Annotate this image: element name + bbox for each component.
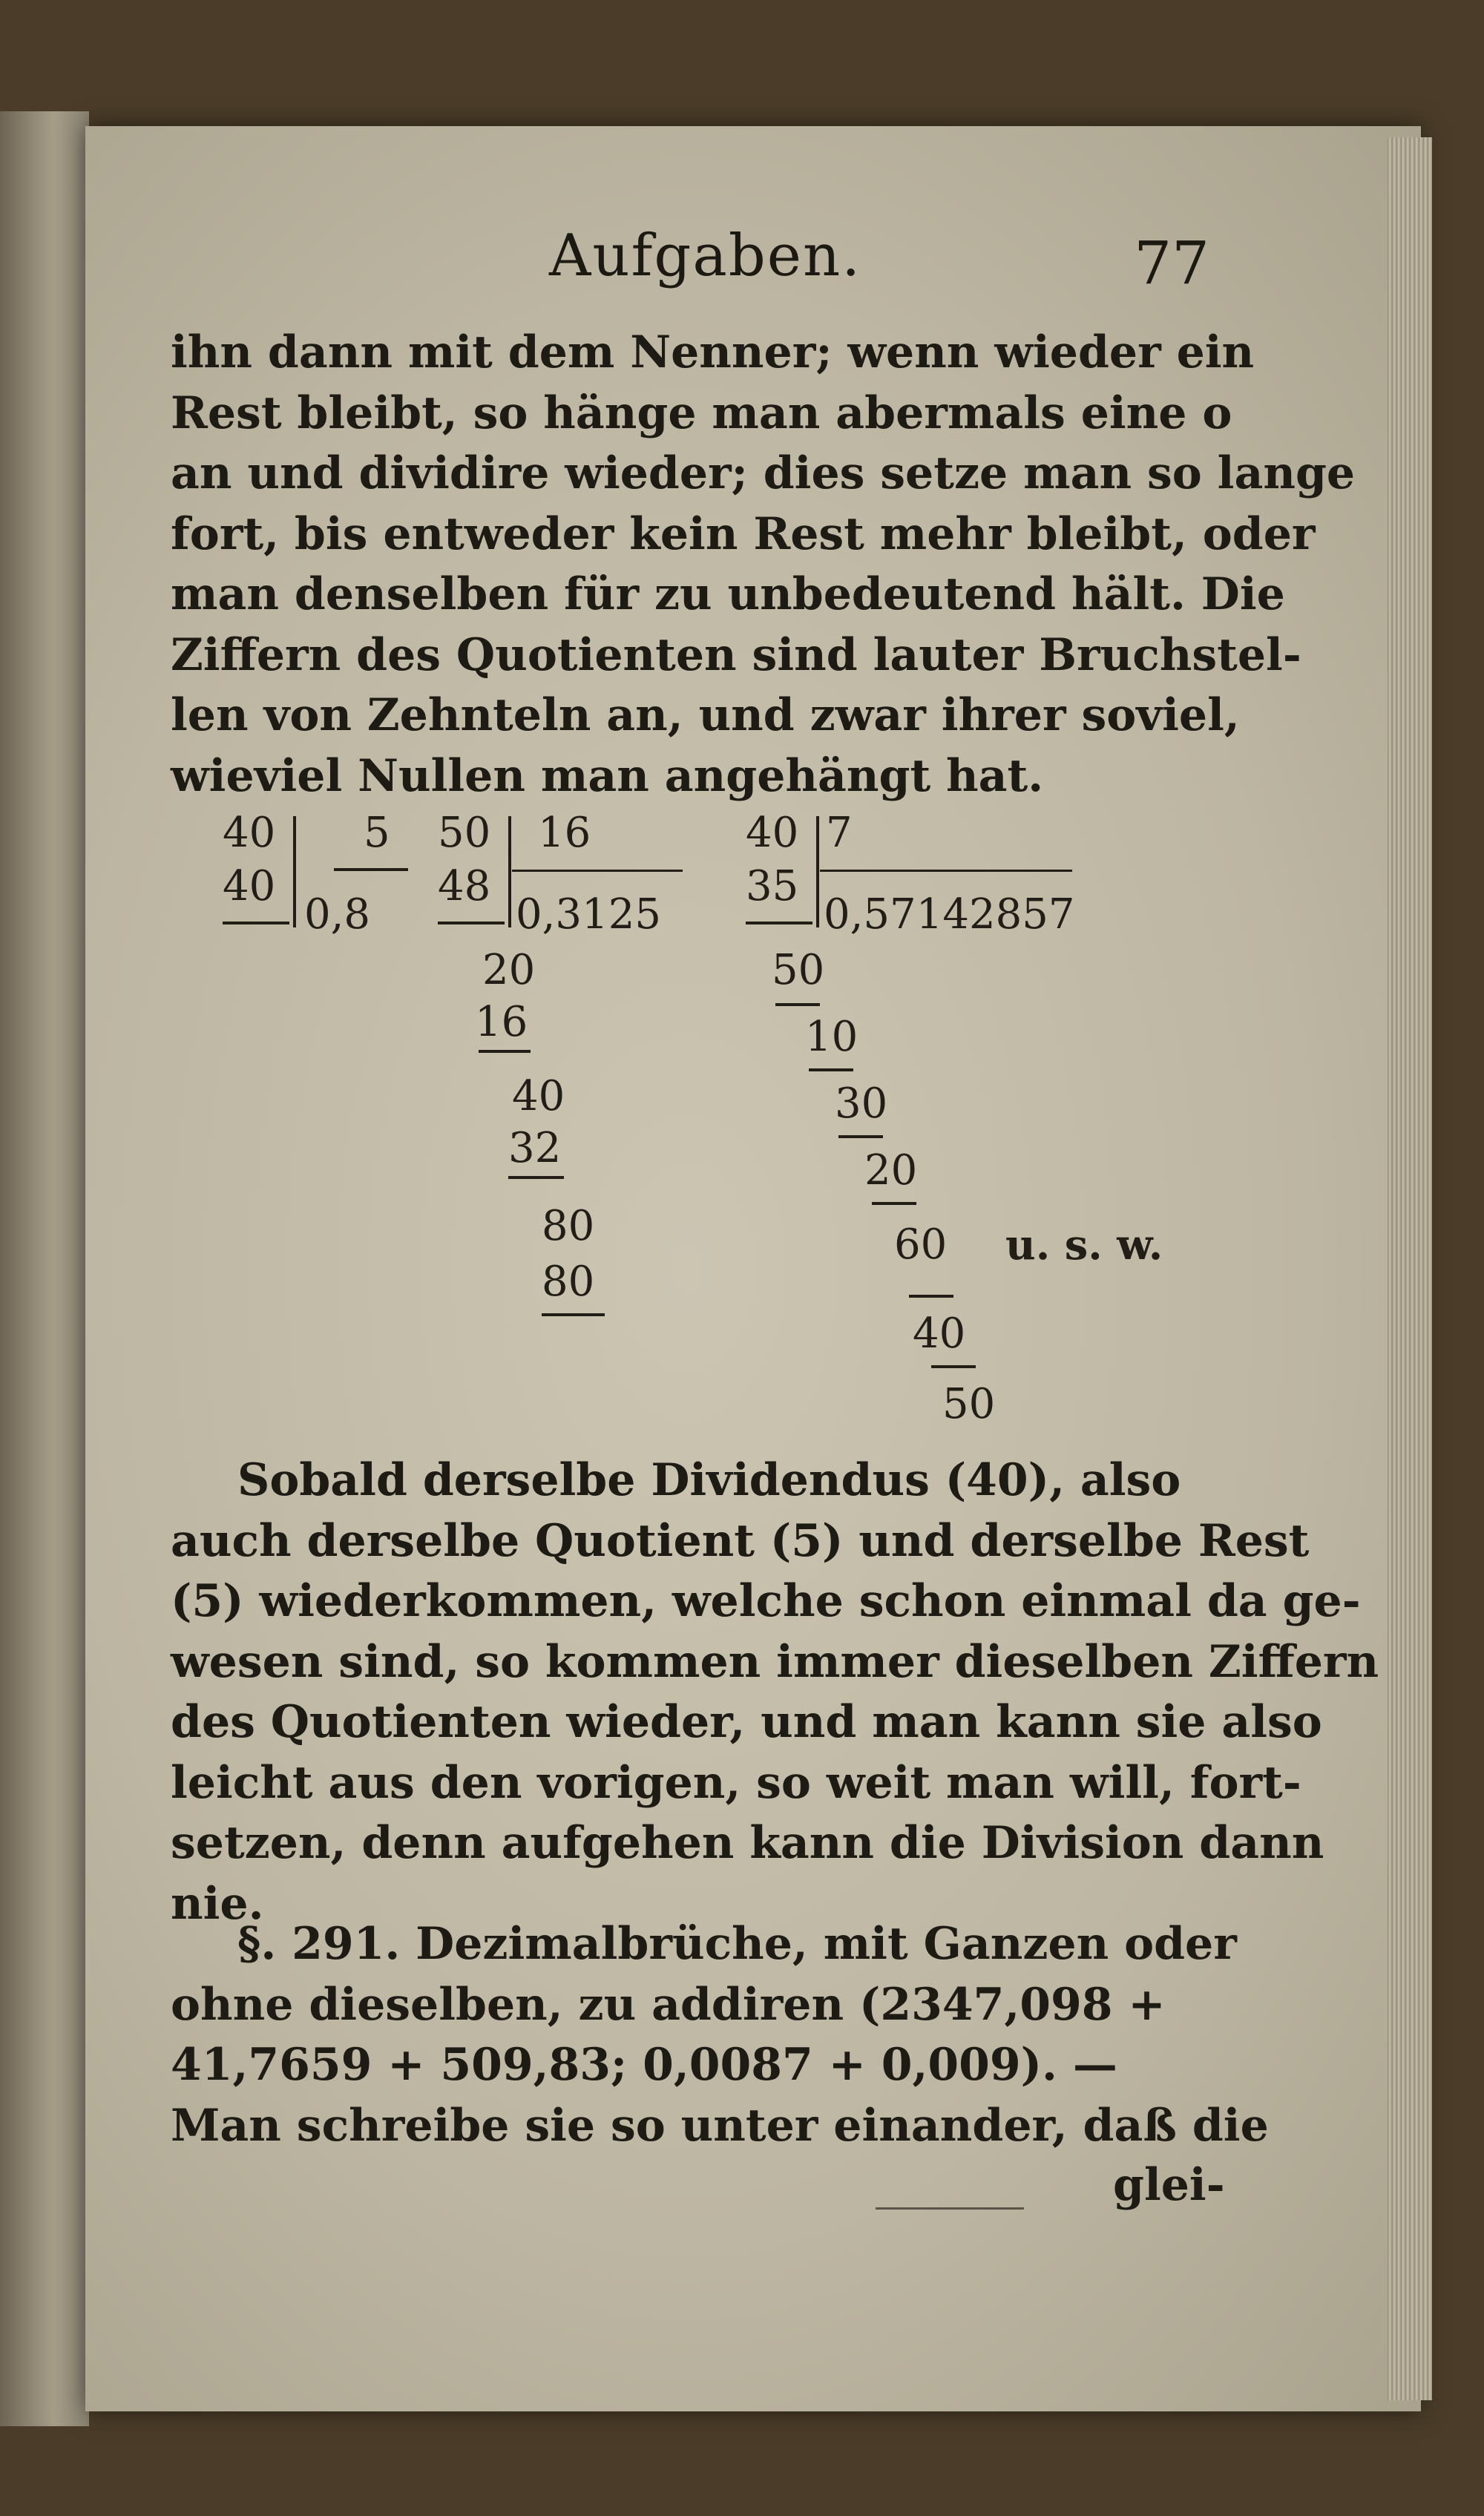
divisor-underline: [820, 870, 1072, 872]
remainder: 30: [835, 1080, 888, 1128]
remainder: 40: [512, 1072, 565, 1120]
subtraction-line: [223, 922, 289, 924]
text-line: auch derselbe Quotient (5) und derselbe Rest: [171, 1514, 1310, 1567]
quotient: 0,3125: [516, 890, 661, 939]
remainder: 20: [482, 946, 536, 994]
running-head: Aufgaben.: [549, 223, 861, 289]
division-example-1: [223, 809, 416, 942]
subtraction-line: [909, 1295, 953, 1298]
section-heading-line: §. 291. Dezimalbrüche, mit Ganzen oder: [237, 1918, 1237, 1970]
page-stack-edge: [1388, 137, 1432, 2400]
remainder: 80: [542, 1202, 595, 1250]
dividend: 50: [438, 809, 491, 857]
subtrahend: 32: [508, 1124, 562, 1172]
division-example-2: [438, 809, 720, 1328]
subtraction-line: [746, 922, 812, 924]
subtraction-line: [508, 1176, 564, 1179]
text-line: fort, bis entweder kein Rest mehr bleibt, oder: [171, 508, 1316, 560]
quotient: 0,8: [304, 890, 371, 939]
subtraction-line: [479, 1050, 531, 1053]
division-bracket: [816, 816, 819, 927]
page-number: 77: [1134, 229, 1209, 298]
text-line: (5) wiederkommen, welche schon einmal da ge-: [171, 1575, 1361, 1627]
subtraction-line: [872, 1202, 916, 1205]
divisor-underline: [512, 870, 683, 872]
remainder: 50: [942, 1380, 996, 1428]
paragraph-3: [171, 1914, 1269, 2156]
dividend: 40: [746, 809, 799, 857]
text-line: nie.: [171, 1877, 264, 1930]
subtraction-line: [809, 1068, 853, 1071]
division-bracket: [293, 816, 296, 927]
product: 40: [223, 862, 276, 910]
divisor: 16: [538, 809, 591, 857]
text-line: wesen sind, so kommen immer dieselben Ziffern: [171, 1635, 1379, 1688]
remainder: 10: [805, 1013, 858, 1061]
text-line: Man schreibe sie so unter einander, daß die: [171, 2099, 1269, 2152]
text-line: Ziffern des Quotienten sind lauter Bruchstel-: [171, 628, 1301, 681]
text-line: wieviel Nullen man angehängt hat.: [171, 749, 1044, 802]
text-line: an und dividire wieder; dies setze man so lange: [171, 447, 1356, 499]
previous-page-edge: [0, 111, 89, 2426]
subtraction-line: [542, 1313, 605, 1316]
paragraph-2: [171, 1451, 1379, 1934]
page-header: [171, 223, 1209, 304]
text-line: Rest bleibt, so hänge man abermals eine o: [171, 387, 1232, 439]
subtraction-line: [931, 1365, 976, 1368]
text-line: len von Zehnteln an, und zwar ihrer soviel,: [171, 689, 1240, 741]
divisor: 5: [364, 809, 390, 857]
text-line: ihn dann mit dem Nenner; wenn wieder ein: [171, 326, 1255, 378]
dividend: 40: [223, 809, 276, 857]
division-bracket: [508, 816, 511, 927]
continuation-label: u. s. w.: [1005, 1221, 1163, 1270]
text-line: des Quotienten wieder, und man kann sie also: [171, 1696, 1322, 1748]
text-line: leicht aus den vorigen, so weit man will, fort-: [171, 1756, 1301, 1809]
text-line: 41,7659 + 509,83; 0,0087 + 0,009). —: [171, 2039, 1117, 2091]
division-example-3: [746, 809, 1221, 1432]
subtraction-line: [775, 1003, 820, 1006]
product: 48: [438, 862, 491, 910]
divisor: 7: [826, 809, 853, 857]
remainder: 60: [894, 1221, 948, 1269]
text-line: man denselben für zu unbedeutend hält. Die: [171, 568, 1285, 620]
catchword: glei-: [1113, 2159, 1225, 2211]
text-line: Sobald derselbe Dividendus (40), also: [237, 1454, 1181, 1506]
text-line: setzen, denn aufgehen kann die Division dann: [171, 1817, 1324, 1869]
remainder: 40: [913, 1310, 966, 1358]
paragraph-1: [171, 323, 1356, 807]
subtraction-line: [438, 922, 505, 924]
remainder: 50: [772, 946, 825, 994]
divisor-underline: [334, 868, 408, 871]
quotient: 0,57142857: [824, 890, 1075, 939]
subtrahend: 16: [475, 998, 528, 1046]
product: 35: [746, 862, 799, 910]
footer-rule: [876, 2207, 1024, 2210]
subtraction-line: [838, 1135, 883, 1138]
subtrahend: 80: [542, 1258, 595, 1306]
remainder: 20: [864, 1146, 918, 1195]
text-line: ohne dieselben, zu addiren (2347,098 +: [171, 1978, 1166, 2031]
